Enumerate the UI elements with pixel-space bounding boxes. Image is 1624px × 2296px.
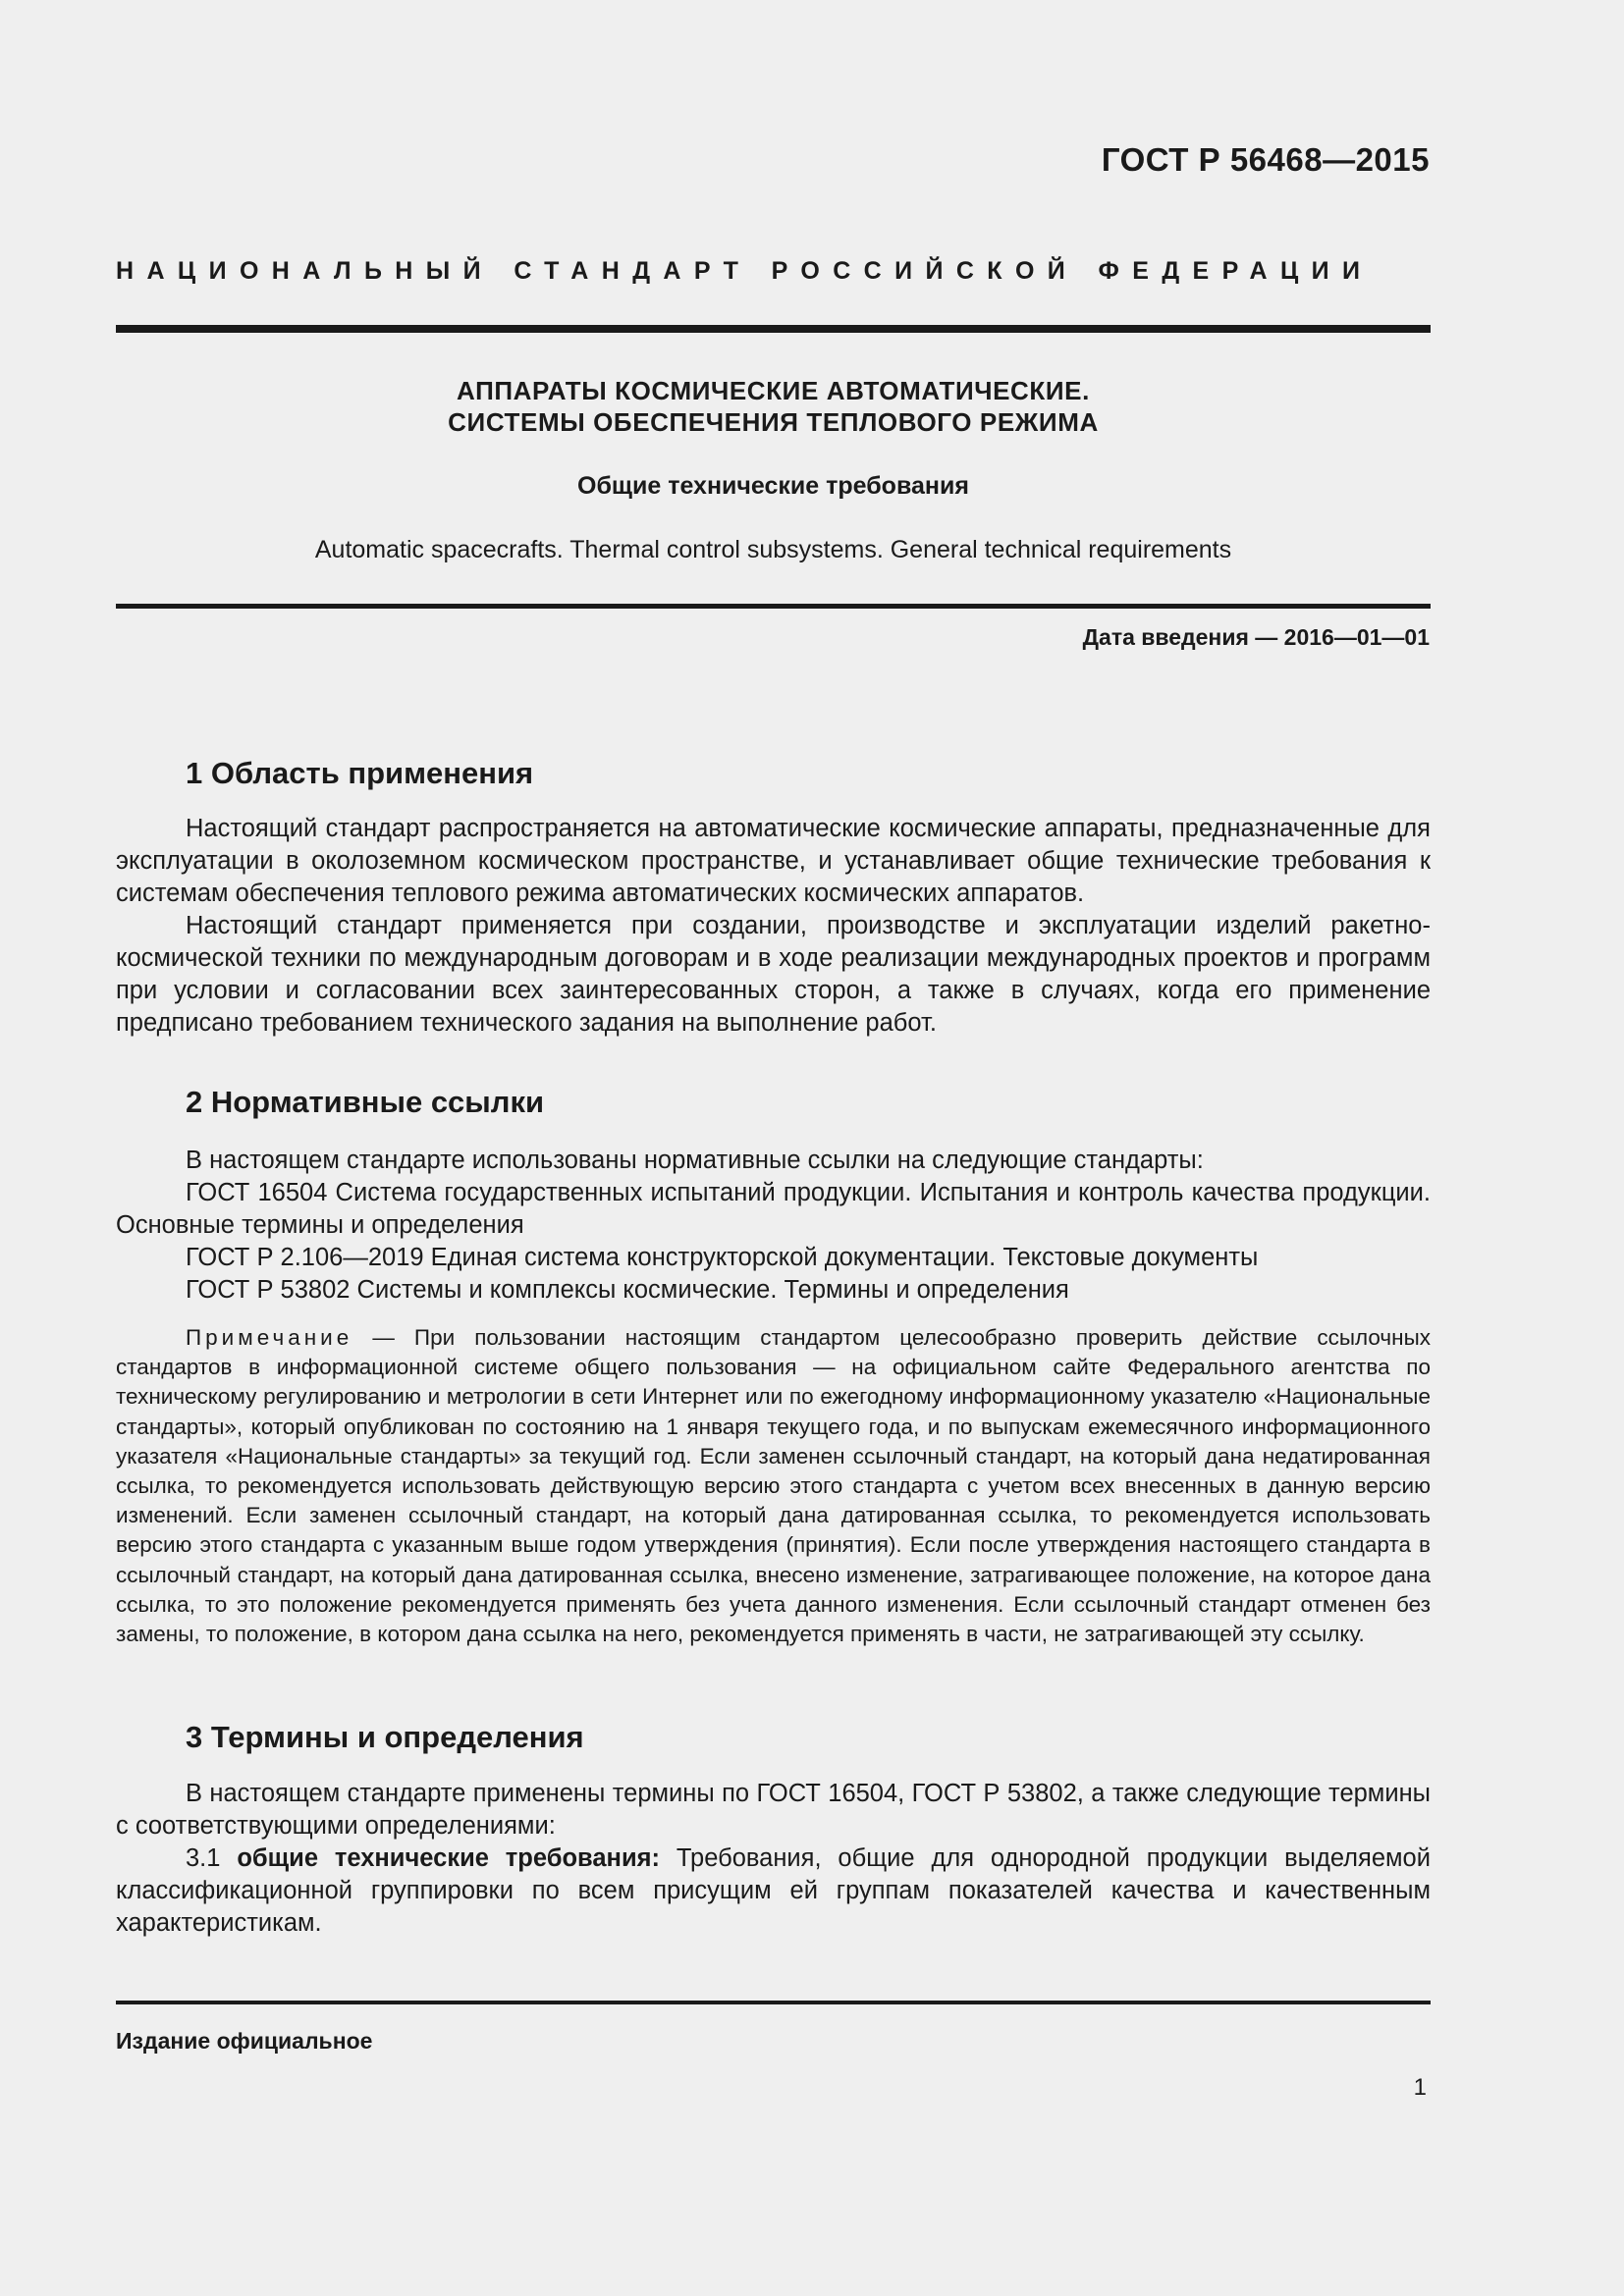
introduction-date: Дата введения — 2016—01—01 [1082, 624, 1430, 650]
official-edition-label: Издание официальное [116, 2028, 373, 2054]
section-1-heading: 1 Область применения [186, 756, 534, 790]
reference-item: ГОСТ Р 53802 Системы и комплексы космические. Термины и определения [186, 1276, 1069, 1304]
top-divider [116, 325, 1431, 333]
section-1-paragraph-2: Настоящий стандарт применяется при создании, производстве и эксплуатации изделий ракетно-космической техники по международным договорам и в ходе реализации международных проектов и программ при условии и согласовании всех заинтересованных сторон, а также в случаях, когда его применение предписано требованием технического задания на выполнение работ. [116, 912, 1431, 1037]
section-2-body [116, 1145, 1431, 1307]
title-divider [116, 604, 1431, 609]
english-title: Automatic spacecrafts. Thermal control subsystems. General technical requirements [314, 536, 1232, 563]
subtitle: Общие технические требования [577, 472, 969, 500]
reference-item: ГОСТ 16504 Система государственных испытаний продукции. Испытания и контроль качества продукции. Основные термины и определения [116, 1179, 1431, 1239]
title-line-1: АППАРАТЫ КОСМИЧЕСКИЕ АВТОМАТИЧЕСКИЕ. [457, 376, 1090, 405]
section-2-intro: В настоящем стандарте использованы нормативные ссылки на следующие стандарты: [186, 1147, 1204, 1174]
note-text: — При пользовании настоящим стандартом целесообразно проверить действие ссылочных стандартов в информационной системе общего пользования — на официальном сайте Федерального агентства по техническому регулированию и метрологии в сети Интернет или по ежегодному информационному указателю «Национальные стандарты», который опубликован по состоянию на 1 января текущего года, и по выпускам ежемесячного информационного указателя «Национальные стандарты» за текущий год. Если заменен ссылочный стандарт, на который дана недатированная ссылка, то рекомендуется использовать действующую версию этого стандарта с учетом всех внесенных в данную версию изменений. Если заменен ссылочный стандарт, на который дана датированная ссылка, то рекомендуется использовать версию этого стандарта с указанным выше годом утверждения (принятия). Если после утверждения настоящего стандарта в ссылочный стандарт, на который дана датированная ссылка, внесено изменение, затрагивающее положение, на которое дана ссылка, то это положение рекомендуется применять без учета данного изменения. Если ссылочный стандарт отменен без замены, то положение, в котором дана ссылка на него, рекомендуется применять в части, не затрагивающей эту ссылку. [116, 1325, 1431, 1647]
section-1-paragraph-1: Настоящий стандарт распространяется на автоматические космические аппараты, предназначенные для эксплуатации в околоземном космическом пространстве, и устанавливает общие технические требования к системам обеспечения теплового режима автоматических космических аппаратов. [116, 815, 1431, 907]
national-standard-banner: НАЦИОНАЛЬНЫЙ СТАНДАРТ РОССИЙСКОЙ ФЕДЕРАЦИИ [116, 257, 1374, 285]
term-number: 3.1 [186, 1844, 221, 1872]
term-name: общие технические требования: [237, 1844, 661, 1872]
section-1-body [116, 813, 1431, 1040]
reference-item: ГОСТ Р 2.106—2019 Единая система конструкторской документации. Текстовые документы [186, 1244, 1259, 1271]
note-label: Примечание [186, 1325, 353, 1350]
title-line-2: СИСТЕМЫ ОБЕСПЕЧЕНИЯ ТЕПЛОВОГО РЕЖИМА [448, 407, 1099, 437]
section-3-heading: 3 Термины и определения [186, 1720, 584, 1754]
term-definition [116, 1842, 1431, 1940]
section-3-intro: В настоящем стандарте применены термины по ГОСТ 16504, ГОСТ Р 53802, а также следующие термины с соответствующими определениями: [116, 1780, 1431, 1840]
section-3-body [116, 1778, 1431, 1940]
note-paragraph [116, 1323, 1431, 1649]
term-definition-text: Требования, общие для однородной продукции выделяемой классификационной группировки по всем присущим ей группам показателей качества и качественным характеристикам. [116, 1844, 1431, 1937]
page-number: 1 [1413, 2074, 1427, 2101]
section-2-heading: 2 Нормативные ссылки [186, 1085, 545, 1119]
note-block [116, 1323, 1431, 1649]
document-code: ГОСТ Р 56468—2015 [1101, 141, 1430, 178]
footer-divider [116, 2001, 1431, 2004]
